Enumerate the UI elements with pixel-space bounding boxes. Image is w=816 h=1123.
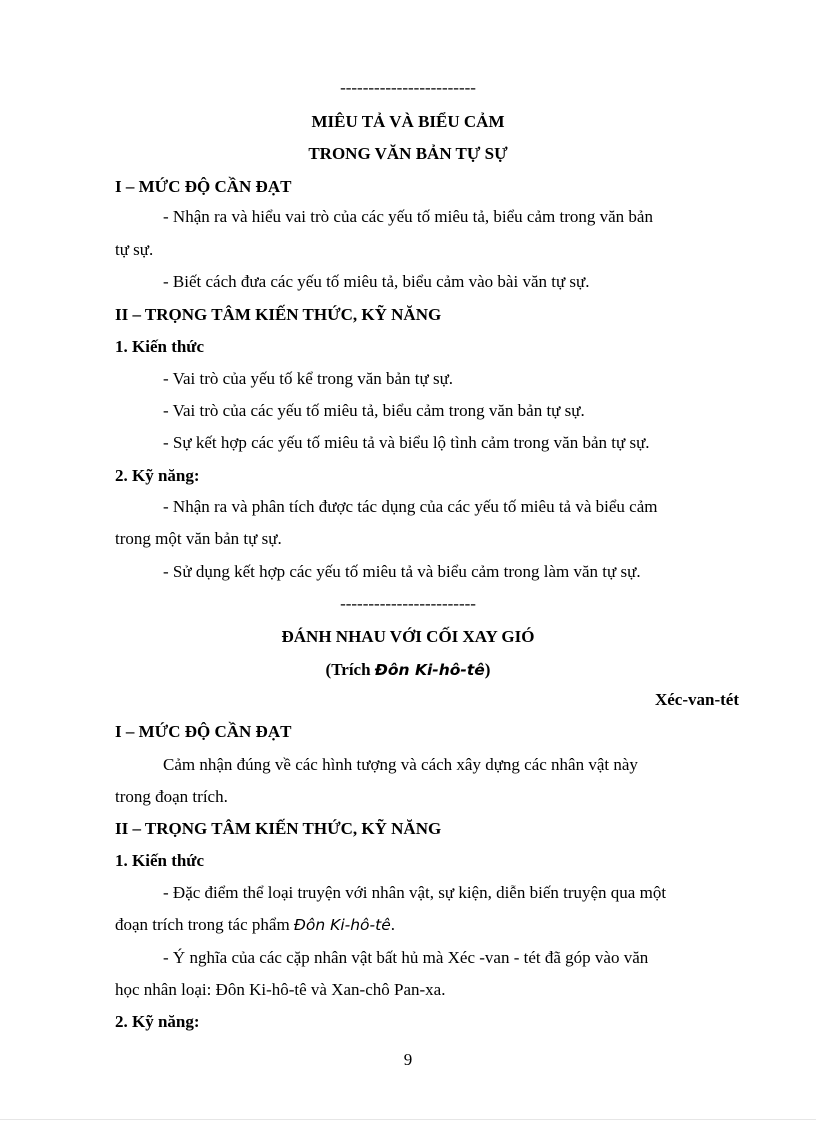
- separator-middle: ------------------------: [340, 594, 476, 613]
- knowledge2-item-1-line-1: - Đặc điểm thể loại truyện với nhân vật, sự kiện, diễn biến truyện qua một: [163, 883, 667, 902]
- paragraph-1-line-2: tự sự.: [115, 240, 154, 259]
- title-line-2: TRONG VĂN BẢN TỰ SỰ: [308, 144, 508, 163]
- paragraph-1-line-1: [163, 207, 740, 227]
- paragraph-3-line-2: trong đoạn trích.: [115, 787, 228, 806]
- author-name: Xéc-van-tét: [654, 690, 739, 709]
- skills-item-1-line-1: - Nhận ra và phân tích được tác dụng của các yếu tố miêu tả và biểu cảm: [163, 497, 658, 516]
- knowledge2-item-2-line-1: - Ý nghĩa của các cặp nhân vật bất hủ mà Xéc -van - tét đã góp vào văn: [163, 948, 649, 967]
- knowledge-item-2: - Vai trò của các yếu tố miêu tả, biểu cảm trong văn bản tự sự.: [163, 401, 585, 420]
- section-heading-2: II – TRỌNG TÂM KIẾN THỨC, KỸ NĂNG: [115, 305, 442, 324]
- title-line-1: MIÊU TẢ VÀ BIỂU CẢM: [311, 112, 505, 131]
- subtitle-excerpt: [0, 660, 816, 680]
- subtitle-work-title: Đôn Ki-hô-tê: [374, 661, 485, 679]
- page-number: 9: [403, 1050, 413, 1069]
- knowledge-item-1: - Vai trò của yếu tố kể trong văn bản tự sự.: [163, 369, 454, 388]
- knowledge2-text-pre: đoạn trích trong tác phẩm: [115, 915, 294, 934]
- justified-text: - Nhận ra và hiểu vai trò của các yếu tố miêu tả, biểu cảm trong văn bản: [163, 207, 653, 226]
- knowledge-item-3: - Sự kết hợp các yếu tố miêu tả và biểu lộ tình cảm trong văn bản tự sự.: [163, 433, 650, 452]
- skills-item-1-line-2: trong một văn bản tự sự.: [115, 529, 282, 548]
- skills-item-2: - Sử dụng kết hợp các yếu tố miêu tả và biểu cảm trong làm văn tự sự.: [163, 562, 641, 581]
- subheading-skills: 2. Kỹ năng:: [115, 466, 200, 485]
- knowledge2-item-1-line-2: [115, 915, 395, 935]
- knowledge2-text-post: .: [390, 915, 395, 934]
- subtitle-open: (Trích: [325, 660, 375, 679]
- title-line-3: ĐÁNH NHAU VỚI CỐI XAY GIÓ: [281, 627, 535, 646]
- section-heading-4: II – TRỌNG TÂM KIẾN THỨC, KỸ NĂNG: [115, 819, 442, 838]
- paragraph-3-line-1: Cảm nhận đúng về các hình tượng và cách xây dựng các nhân vật này: [163, 755, 638, 774]
- subtitle-close: ): [484, 660, 491, 679]
- separator-top: ------------------------: [340, 78, 476, 97]
- paragraph-2: - Biết cách đưa các yếu tố miêu tả, biểu cảm vào bài văn tự sự.: [163, 272, 590, 291]
- page-bottom-edge: [0, 1119, 816, 1120]
- section-heading-1: I – MỨC ĐỘ CẦN ĐẠT: [115, 177, 292, 196]
- subheading-knowledge: 1. Kiến thức: [115, 337, 205, 356]
- subheading-knowledge-2: 1. Kiến thức: [115, 851, 205, 870]
- section-heading-3: I – MỨC ĐỘ CẦN ĐẠT: [115, 722, 292, 741]
- knowledge2-item-2-line-2: học nhân loại: Đôn Ki-hô-tê và Xan-chô Pan-xa.: [115, 980, 446, 999]
- subheading-skills-2: 2. Kỹ năng:: [115, 1012, 200, 1031]
- knowledge2-work-title: Đôn Ki-hô-tê: [293, 916, 391, 934]
